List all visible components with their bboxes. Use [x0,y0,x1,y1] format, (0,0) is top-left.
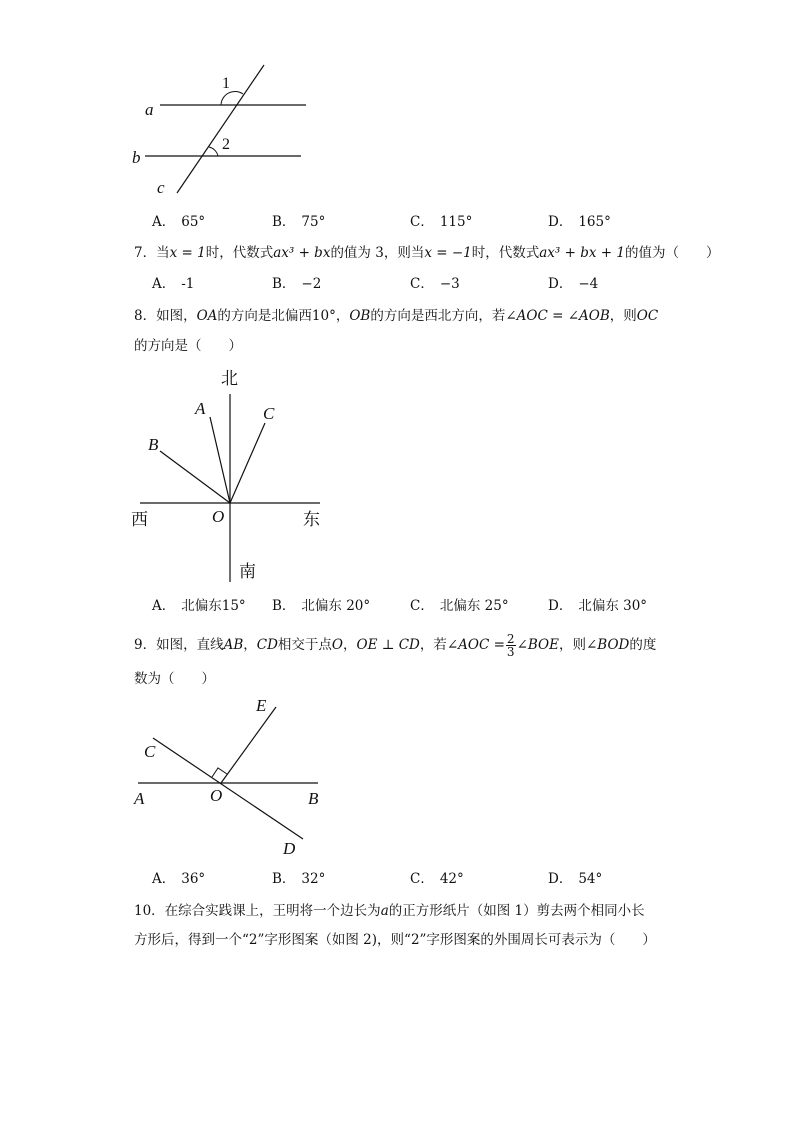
q6-option-a[interactable] [152,214,205,230]
q8-text-6: 的方向是（ ） [134,338,242,354]
q10-text-3: 方形后，得到一个“2”字形图案（如图 2)，则“2”字形图案的外围周长可表示为（ ） [134,932,656,948]
ray-oe [221,707,276,783]
option-text: 54° [578,871,603,887]
line-c [177,65,264,193]
q9-figure [128,694,338,866]
label-c: c [157,178,165,197]
q8-option-c[interactable] [410,598,509,614]
label-B: B [148,435,159,454]
q9-text-1: 9．如图，直线 [134,637,224,653]
q6-figure [120,58,320,198]
q8-question-line2 [134,337,242,355]
option-text: -1 [181,276,195,292]
q8-text-2: 的方向是北偏西 [217,308,312,324]
label-B: B [308,789,319,808]
option-text: 65° [181,214,206,230]
q8-question-line1 [134,307,658,325]
option-letter: B． [272,871,296,887]
option-text: −4 [578,276,599,292]
q9-ab: AB [223,637,244,653]
angle1-arc [221,91,243,105]
label-b: b [132,148,141,167]
angle2-arc [209,147,218,156]
q9-option-d[interactable] [548,871,602,887]
q7-question [134,244,719,262]
q9-text-5: ，若 [419,637,447,653]
option-text: 北偏东 30° [578,598,648,614]
q7-text-3: 的值为 3，则当 [330,245,425,261]
q10-question-line1 [134,902,645,920]
option-text: 115° [439,214,473,230]
ray-oc [230,423,265,503]
option-letter: C． [410,276,434,292]
q9-option-a[interactable] [152,871,205,887]
q8-text-4: 的方向是西北方向，若 [370,308,506,324]
label-D: D [283,839,296,858]
option-text: −2 [301,276,322,292]
q8-eq: ∠AOC = ∠AOB [505,308,610,324]
label-west: 西 [131,510,148,529]
option-letter: A． [152,871,176,887]
q6-option-b[interactable] [272,214,325,230]
q8-option-d[interactable] [548,598,647,614]
q9-o: O [331,637,343,653]
q7-x-eq-m1: x = −1 [424,245,472,261]
q8-deg: 10° [311,308,336,324]
q9-angle-boe: ∠BOE [516,637,559,653]
q8-text-3: ， [335,308,350,324]
q7-option-d[interactable] [548,276,598,292]
label-C: C [144,742,156,761]
q8-oa: OA [196,308,218,324]
label-C: C [263,404,275,423]
option-letter: D． [548,871,573,887]
label-A: A [195,399,206,418]
option-letter: A． [152,276,176,292]
q9-perp: OE ⊥ CD [356,637,420,653]
q9-text-2: ， [243,637,257,653]
q9-text-3: 相交于点 [277,637,332,653]
option-letter: B． [272,598,296,614]
q9-text-4: ， [343,637,357,653]
fraction-numerator: 2 [506,632,515,646]
option-letter: C． [410,598,434,614]
right-angle-mark [212,768,227,777]
option-text: 36° [181,871,206,887]
option-letter: C． [410,214,434,230]
q6-option-c[interactable] [410,214,472,230]
label-O: O [210,786,223,805]
option-letter: D． [548,598,573,614]
label-east: 东 [303,510,320,529]
label-angle1: 1 [222,75,230,92]
option-letter: B． [272,214,296,230]
label-south: 南 [239,562,256,581]
q9-angle-aoc: ∠AOC = [446,637,505,653]
option-letter: D． [548,214,573,230]
line-cd [153,738,303,839]
label-E: E [256,696,267,715]
label-a: a [145,100,154,119]
q8-option-b[interactable] [272,598,370,614]
q7-text-5: 的值为（ ） [624,245,720,261]
q10-text-2: 的正方形纸片（如图 1）剪去两个相同小长 [388,903,645,919]
option-letter: D． [548,276,573,292]
q10-text-1: 10．在综合实践课上，王明将一个边长为 [134,903,381,919]
q9-cd: CD [256,637,278,653]
q10-a: a [380,903,389,919]
q7-expr-2: ax³ + bx + 1 [539,245,625,261]
option-text: 32° [301,871,326,887]
option-text: 165° [578,214,611,230]
label-A: A [134,789,145,808]
option-letter: B． [272,276,296,292]
option-text: 北偏东15° [181,598,246,614]
q7-option-b[interactable] [272,276,321,292]
q9-text-7: 的度 [629,637,657,653]
q7-option-a[interactable] [152,276,194,292]
option-letter: A． [152,214,176,230]
q9-text-8: 数为（ ） [134,671,215,687]
label-O: O [212,507,225,526]
q7-text-2: 时，代数式 [205,245,274,261]
q9-fraction [506,633,516,658]
q8-option-a[interactable] [152,598,246,614]
q8-text-5: ，则 [609,308,637,324]
q9-angle-bod: ∠BOD [585,637,630,653]
q8-figure [128,362,338,590]
q9-question-line1 [134,633,656,658]
option-text: 北偏东 25° [439,598,509,614]
q6-option-d[interactable] [548,214,611,230]
q7-expr-1: ax³ + bx [273,245,331,261]
q7-option-c[interactable] [410,276,460,292]
q10-question-line2 [134,931,656,949]
q8-oc: OC [636,308,659,324]
q7-text-1: 7．当 [134,245,170,261]
option-text: 北偏东 20° [301,598,371,614]
q9-option-c[interactable] [410,871,464,887]
q9-text-6: ，则 [558,637,586,653]
q8-ob: OB [349,308,371,324]
q8-text-1: 8．如图， [134,308,197,324]
fraction-denominator: 3 [506,645,515,659]
label-angle2: 2 [222,136,230,153]
q7-text-4: 时，代数式 [471,245,540,261]
option-letter: A． [152,598,176,614]
option-text: −3 [439,276,460,292]
q9-question-line2 [134,670,215,688]
q9-option-b[interactable] [272,871,325,887]
option-text: 75° [301,214,326,230]
label-north: 北 [221,369,238,388]
q7-x-eq-1: x = 1 [169,245,206,261]
option-text: 42° [439,871,464,887]
option-letter: C． [410,871,434,887]
